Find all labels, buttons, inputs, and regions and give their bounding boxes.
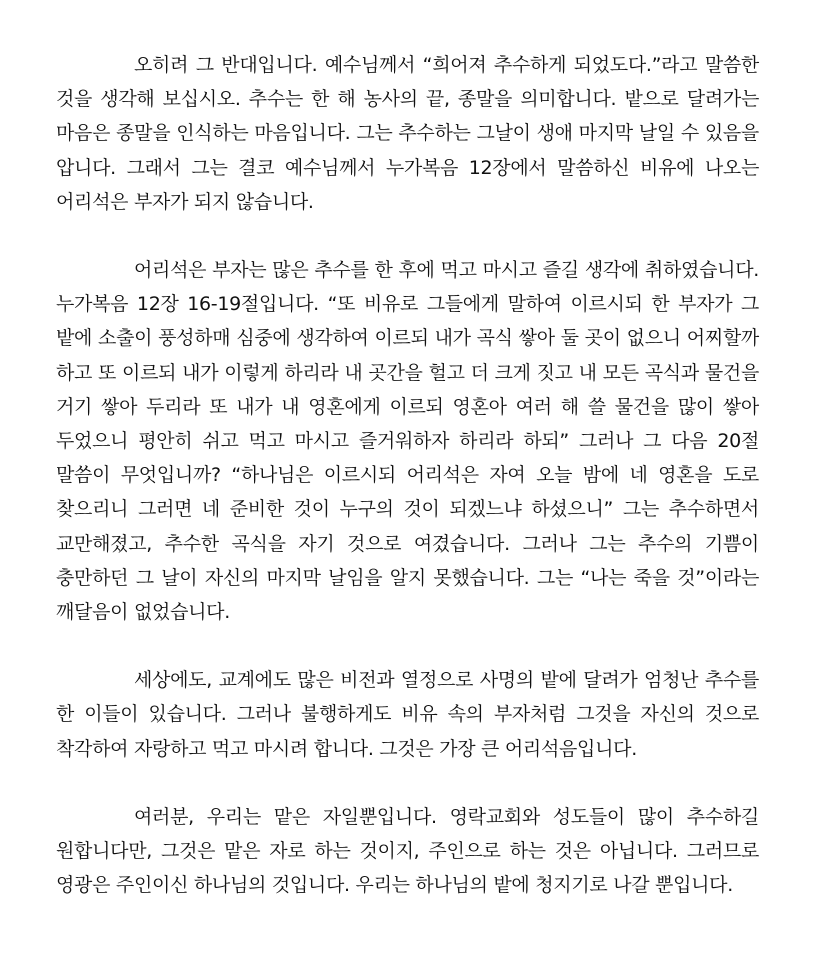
paragraph-1: 오히려 그 반대입니다. 예수님께서 “희어져 추수하게 되었도다.”라고 말씀한 것을 생각해 보십시오. 추수는 한 해 농사의 끝, 종말을 의미합니다. 밭으로 달려가는 마음은 종말을 인식하는 마음입니다. 그는 추수하는 그날이 생애 마지막 날일 수 있음을 압니다. 그래서 그는 결코 예수님께서 누가복음 12장에서 말씀하신 비유에 나오는 어리석은 부자가 되지 않습니다.	[56, 54, 759, 213]
document-body	[56, 48, 759, 902]
paragraph-4: 여러분, 우리는 맡은 자일뿐입니다. 영락교회와 성도들이 많이 추수하길 원합니다만, 그것은 맡은 자로 하는 것이지, 주인으로 하는 것은 아닙니다. 그러므로 영광은 주인이신 하나님의 것입니다. 우리는 하나님의 밭에 청지기로 나갈 뿐입니다.	[56, 805, 759, 897]
paragraph-2: 어리석은 부자는 많은 추수를 한 후에 먹고 마시고 즐길 생각에 취하였습니다. 누가복음 12장 16-19절입니다. “또 비유로 그들에게 말하여 이르시되 한 부자가 그 밭에 소출이 풍성하매 심중에 생각하여 이르되 내가 곡식 쌓아 둘 곳이 없으니 어찌할까 하고 또 이르되 내가 이렇게 하리라 내 곳간을 헐고 더 크게 짓고 내 모든 곡식과 물건을 거기 쌓아 두리라 또 내가 내 영혼에게 이르되 영혼아 여러 해 쓸 물건을 많이 쌓아 두었으니 평안히 쉬고 먹고 마시고 즐거워하자 하리라 하되” 그러나 그 다음 20절 말씀이 무엇입니까? “하나님은 이르시되 어리석은 자여 오늘 밤에 네 영혼을 도로 찾으리니 그러면 네 준비한 것이 누구의 것이 되겠느냐 하셨으니” 그는 추수하면서 교만해졌고, 추수한 곡식을 자기 것으로 여겼습니다. 그러나 그는 추수의 기쁨이 충만하던 그 날이 자신의 마지막 날임을 알지 못했습니다. 그는 “나는 죽을 것”이라는 깨달음이 없었습니다.	[56, 259, 759, 624]
paragraph-3: 세상에도, 교계에도 많은 비전과 열정으로 사명의 밭에 달려가 엄청난 추수를 한 이들이 있습니다. 그러나 불행하게도 비유 속의 부자처럼 그것을 자신의 것으로 착각하여 자랑하고 먹고 마시려 합니다. 그것은 가장 큰 어리석음입니다.	[56, 669, 759, 760]
